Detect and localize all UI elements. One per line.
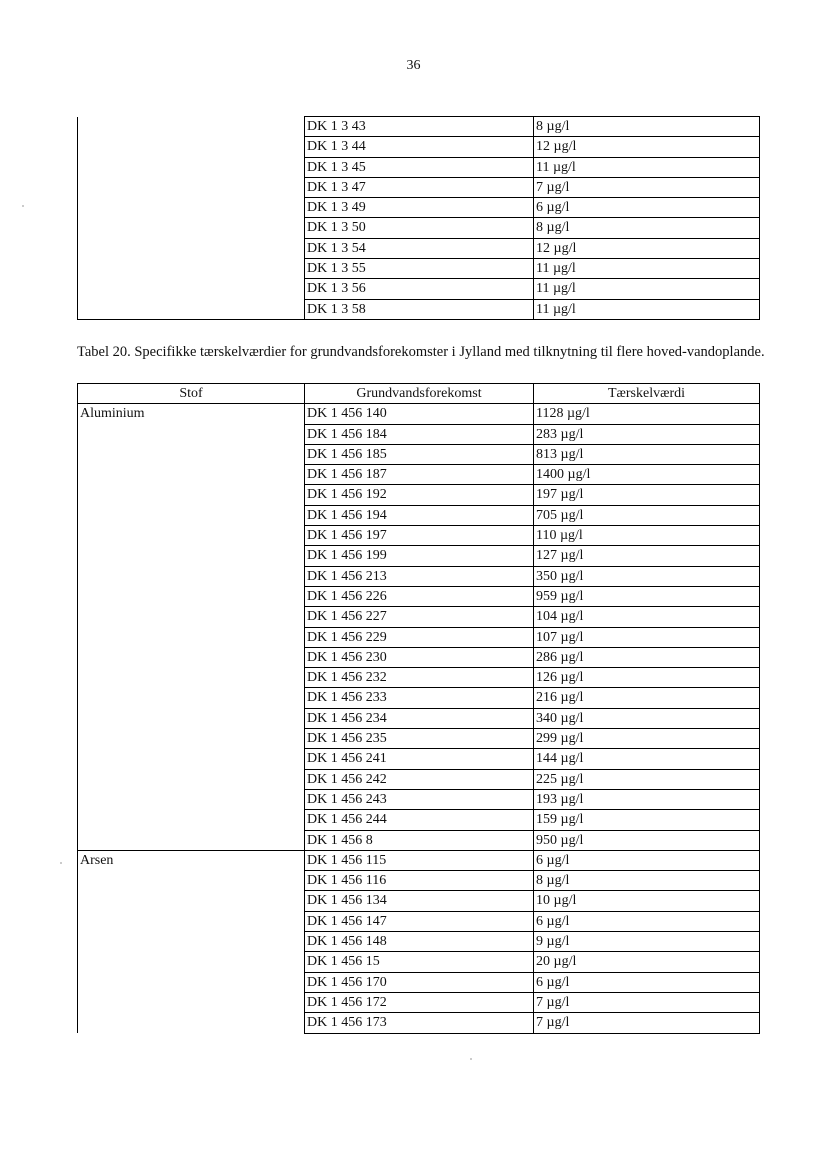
stof-cell [78,299,305,319]
vaerdi-cell: 11 µg/l [534,279,760,299]
forekomst-cell: DK 1 3 50 [305,218,534,238]
scan-speck [22,205,24,207]
vaerdi-cell: 159 µg/l [534,810,760,830]
vaerdi-cell: 6 µg/l [534,972,760,992]
forekomst-cell: DK 1 456 8 [305,830,534,850]
vaerdi-cell: 104 µg/l [534,607,760,627]
forekomst-cell: DK 1 456 230 [305,647,534,667]
vaerdi-cell: 6 µg/l [534,911,760,931]
vaerdi-cell: 216 µg/l [534,688,760,708]
continued-threshold-table [77,116,760,320]
stof-cell [78,198,305,218]
header-grundvandsforekomst: Grundvandsforekomst [305,384,534,404]
forekomst-cell: DK 1 456 197 [305,526,534,546]
vaerdi-cell: 1128 µg/l [534,404,760,424]
stof-cell [78,177,305,197]
stof-cell [78,238,305,258]
forekomst-cell: DK 1 456 241 [305,749,534,769]
forekomst-cell: DK 1 456 134 [305,891,534,911]
table-caption: Tabel 20. Specifikke tærskelværdier for grundvandsforekomster i Jylland med tilknytning til flere hoved-vandoplande. [77,344,765,360]
scan-speck [470,1058,472,1060]
forekomst-cell: DK 1 3 58 [305,299,534,319]
stof-cell: Arsen [78,850,305,1033]
vaerdi-cell: 127 µg/l [534,546,760,566]
forekomst-cell: DK 1 3 56 [305,279,534,299]
forekomst-cell: DK 1 456 172 [305,992,534,1012]
forekomst-cell: DK 1 456 116 [305,871,534,891]
forekomst-cell: DK 1 456 140 [305,404,534,424]
forekomst-cell: DK 1 456 173 [305,1013,534,1033]
forekomst-cell: DK 1 456 227 [305,607,534,627]
vaerdi-cell: 7 µg/l [534,992,760,1012]
stof-cell: Aluminium [78,404,305,851]
vaerdi-cell: 1400 µg/l [534,465,760,485]
stof-cell [78,279,305,299]
forekomst-cell: DK 1 456 192 [305,485,534,505]
forekomst-cell: DK 1 456 234 [305,708,534,728]
vaerdi-cell: 705 µg/l [534,505,760,525]
header-stof: Stof [78,384,305,404]
forekomst-cell: DK 1 456 243 [305,789,534,809]
stof-cell [78,117,305,137]
forekomst-cell: DK 1 456 187 [305,465,534,485]
forekomst-cell: DK 1 456 147 [305,911,534,931]
forekomst-cell: DK 1 456 148 [305,932,534,952]
forekomst-cell: DK 1 456 184 [305,424,534,444]
header-taerskelvaerdi: Tærskelværdi [534,384,760,404]
vaerdi-cell: 7 µg/l [534,177,760,197]
forekomst-cell: DK 1 456 115 [305,850,534,870]
stof-cell [78,137,305,157]
vaerdi-cell: 9 µg/l [534,932,760,952]
vaerdi-cell: 8 µg/l [534,117,760,137]
vaerdi-cell: 813 µg/l [534,444,760,464]
vaerdi-cell: 107 µg/l [534,627,760,647]
vaerdi-cell: 340 µg/l [534,708,760,728]
forekomst-cell: DK 1 456 199 [305,546,534,566]
forekomst-cell: DK 1 3 45 [305,157,534,177]
vaerdi-cell: 6 µg/l [534,850,760,870]
vaerdi-cell: 7 µg/l [534,1013,760,1033]
forekomst-cell: DK 1 456 233 [305,688,534,708]
stof-cell [78,218,305,238]
vaerdi-cell: 286 µg/l [534,647,760,667]
table-row [78,259,760,279]
vaerdi-cell: 11 µg/l [534,259,760,279]
table-row [78,117,760,137]
forekomst-cell: DK 1 3 55 [305,259,534,279]
vaerdi-cell: 11 µg/l [534,157,760,177]
forekomst-cell: DK 1 456 15 [305,952,534,972]
page-number: 36 [406,58,421,73]
threshold-table [77,383,760,1034]
forekomst-cell: DK 1 3 47 [305,177,534,197]
vaerdi-cell: 193 µg/l [534,789,760,809]
forekomst-cell: DK 1 3 54 [305,238,534,258]
vaerdi-cell: 959 µg/l [534,586,760,606]
forekomst-cell: DK 1 456 185 [305,444,534,464]
vaerdi-cell: 110 µg/l [534,526,760,546]
forekomst-cell: DK 1 456 226 [305,586,534,606]
vaerdi-cell: 12 µg/l [534,137,760,157]
forekomst-cell: DK 1 456 170 [305,972,534,992]
vaerdi-cell: 20 µg/l [534,952,760,972]
table-row [78,177,760,197]
table-row [78,198,760,218]
forekomst-cell: DK 1 3 49 [305,198,534,218]
vaerdi-cell: 350 µg/l [534,566,760,586]
forekomst-cell: DK 1 456 235 [305,729,534,749]
vaerdi-cell: 950 µg/l [534,830,760,850]
vaerdi-cell: 8 µg/l [534,871,760,891]
vaerdi-cell: 10 µg/l [534,891,760,911]
vaerdi-cell: 6 µg/l [534,198,760,218]
forekomst-cell: DK 1 456 242 [305,769,534,789]
table-row [78,137,760,157]
vaerdi-cell: 8 µg/l [534,218,760,238]
forekomst-cell: DK 1 3 43 [305,117,534,137]
vaerdi-cell: 225 µg/l [534,769,760,789]
table-row [78,279,760,299]
table-row [78,299,760,319]
table-header-row [78,384,760,404]
table-row [78,404,760,424]
vaerdi-cell: 11 µg/l [534,299,760,319]
forekomst-cell: DK 1 456 244 [305,810,534,830]
forekomst-cell: DK 1 3 44 [305,137,534,157]
stof-cell [78,157,305,177]
table-row [78,218,760,238]
scan-speck [60,862,62,864]
forekomst-cell: DK 1 456 229 [305,627,534,647]
forekomst-cell: DK 1 456 213 [305,566,534,586]
vaerdi-cell: 299 µg/l [534,729,760,749]
vaerdi-cell: 126 µg/l [534,668,760,688]
table-row [78,157,760,177]
table-row [78,238,760,258]
stof-cell [78,259,305,279]
forekomst-cell: DK 1 456 232 [305,668,534,688]
vaerdi-cell: 144 µg/l [534,749,760,769]
table-row [78,850,760,870]
vaerdi-cell: 197 µg/l [534,485,760,505]
vaerdi-cell: 12 µg/l [534,238,760,258]
forekomst-cell: DK 1 456 194 [305,505,534,525]
vaerdi-cell: 283 µg/l [534,424,760,444]
